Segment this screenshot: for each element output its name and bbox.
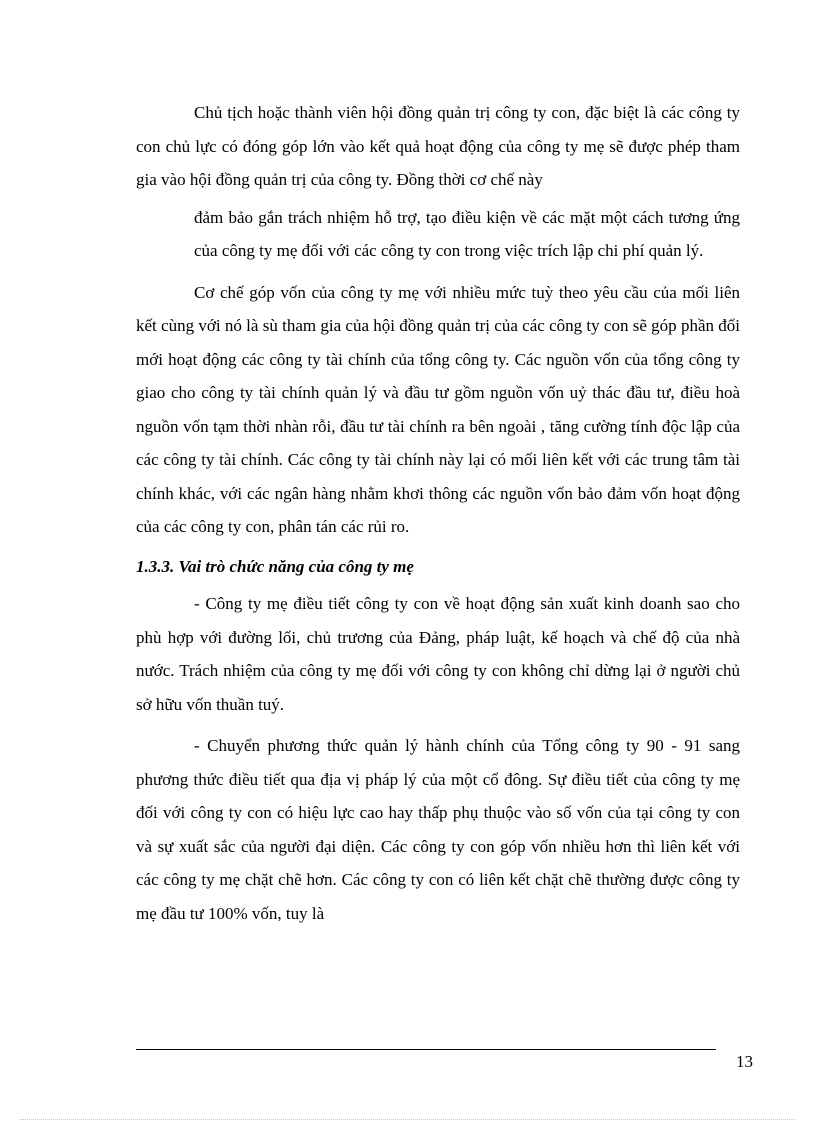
footer-divider xyxy=(136,1049,716,1050)
paragraph-capital-mechanism: Cơ chế góp vốn của công ty mẹ với nhiều mức tuỳ theo yêu cầu của mối liên kết cùng với nó là sù tham gia của hội đồng quản trị của các công ty con sẽ góp phần đổi mới hoạt động các công ty tài chính của tổng công ty. Các nguồn vốn của tổng công ty giao cho công ty tài chính quản lý và đầu tư gồm nguồn vốn uỷ thác đầu tư, điều hoà nguồn vốn tạm thời nhàn rỗi, đầu tư tài chính ra bên ngoài , tăng cường tính độc lập của các công ty tài chính. Các công ty tài chính này lại có mối liên kết với các trung tâm tài chính khác, với các ngân hàng nhằm khơi thông các nguồn vốn bảo đảm vốn hoạt động của các công ty con, phân tán các rủi ro. xyxy=(136,282,740,536)
page-body xyxy=(136,96,740,930)
paragraph-administration-shift: - Chuyển phương thức quản lý hành chính của Tổng công ty 90 - 91 sang phương thức điều tiết qua địa vị pháp lý của một cổ đông. Sự điều tiết của công ty mẹ đối với công ty con có hiệu lực cao hay thấp phụ thuộc vào số vốn của tại công ty con và sự xuất sắc của người đại diện. Các công ty con góp vốn nhiều hơn thì liên kết với các công ty mẹ chặt chẽ hơn. Các công ty con có liên kết chặt chẽ thường được công ty mẹ đầu tư 100% vốn, tuy là xyxy=(136,736,740,923)
page-bottom-border xyxy=(20,1119,796,1120)
paragraph-responsibility: đảm bảo gắn trách nhiệm hỗ trợ, tạo điều kiện về các mặt một cách tương ứng của công ty mẹ đối với các công ty con trong việc trích lập chi phí quản lý. xyxy=(194,207,740,260)
paragraph-regulation: - Công ty mẹ điều tiết công ty con về hoạt động sản xuất kinh doanh sao cho phù hợp với đường lối, chủ trương của Đảng, pháp luật, kế hoạch và chế độ của nhà nước. Trách nhiệm của công ty mẹ đối với công ty con không chỉ dừng lại ở người chủ sở hữu vốn thuần tuý. xyxy=(136,594,740,714)
section-heading: 1.3.3. Vai trò chức năng của công ty mẹ xyxy=(136,556,414,576)
page-number: 13 xyxy=(736,1052,753,1071)
paragraph-board-membership: Chủ tịch hoặc thành viên hội đồng quản trị công ty con, đặc biệt là các công ty con chủ lực có đóng góp lớn vào kết quả hoạt động của công ty mẹ sẽ được phép tham gia vào hội đồng quản trị của công ty. Đồng thời cơ chế này xyxy=(136,103,740,189)
